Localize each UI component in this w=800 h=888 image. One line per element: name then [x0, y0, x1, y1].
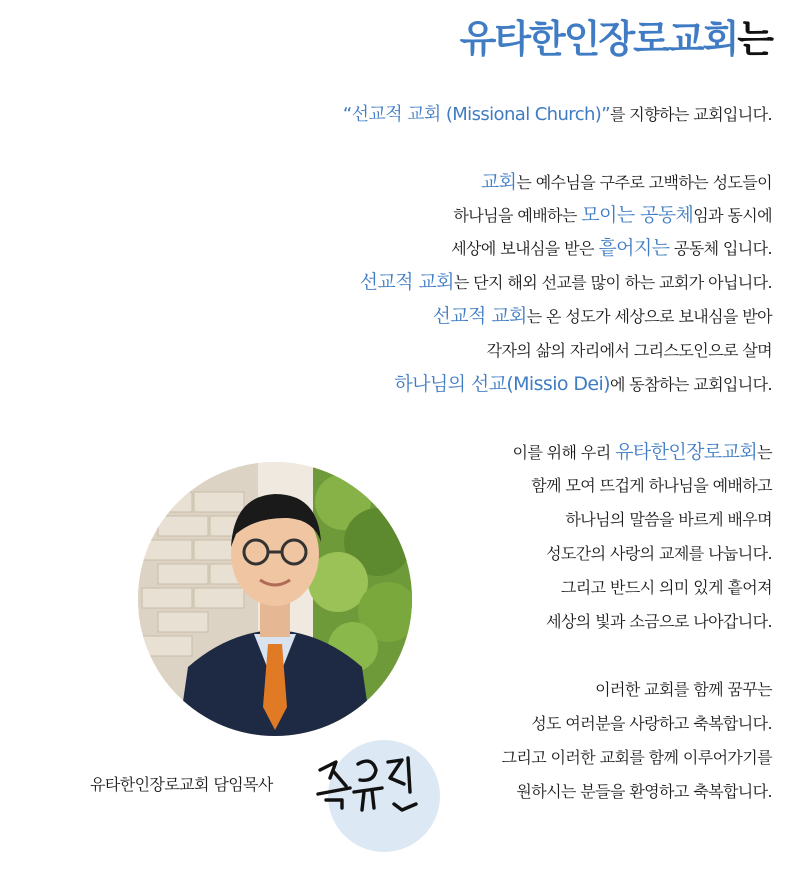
- p2-line-5: 그리고 반드시 의미 있게 흩어져: [560, 578, 772, 597]
- p2-line-4: 성도간의 사랑의 교제를 나눕니다.: [546, 544, 772, 563]
- p1-line-2: [453, 203, 772, 228]
- highlight-text: 선교적 교회: [432, 305, 527, 327]
- p2-line-3: 하나님의 말씀을 바르게 배우며: [565, 510, 772, 529]
- pastor-title: 유타한인장로교회 담임목사: [90, 775, 273, 794]
- line-text: 는: [757, 443, 772, 462]
- pastor-signature: [312, 748, 422, 832]
- line-text: 는 온 성도가 세상으로 보내심을 받아: [526, 307, 772, 326]
- page-title: [460, 14, 772, 64]
- p2-line-2: 함께 모여 뜨겁게 하나님을 예배하고: [531, 476, 772, 495]
- highlight-text: 유타한인장로교회: [615, 441, 758, 463]
- line-text: 는 예수님을 구주로 고백하는 성도들이: [516, 173, 772, 192]
- pastor-portrait-illustration: [138, 462, 412, 736]
- line-text: 에 동참하는 교회입니다.: [609, 375, 772, 394]
- p3-line-2: 성도 여러분을 사랑하고 축복합니다.: [531, 714, 772, 733]
- p2-line-6: 세상의 빛과 소금으로 나아갑니다.: [546, 612, 772, 631]
- p1-line-1: [481, 170, 772, 195]
- p3-line-4: 원하시는 분들을 환영하고 축복합니다.: [516, 782, 772, 801]
- highlight-text: 선교적 교회: [359, 271, 454, 293]
- highlight-text: 교회: [480, 171, 517, 193]
- line-text: 세상에 보내심을 받은: [451, 239, 599, 258]
- p1-line-6: 각자의 삶의 자리에서 그리스도인으로 살며: [486, 341, 772, 360]
- p1-line-4: [360, 270, 772, 295]
- line-text: 임과 동시에: [693, 206, 772, 225]
- p2-line-1: [512, 440, 772, 465]
- highlight-text: 모이는 공동체: [581, 204, 694, 226]
- highlight-text: 하나님의 선교(Missio Dei): [394, 373, 610, 395]
- highlight-text: 흩어지는: [598, 237, 670, 259]
- p1-line-3: [451, 236, 772, 261]
- intro-quote: “선교적 교회 (Missional Church)”: [342, 104, 610, 125]
- line-text: 이를 위해 우리: [512, 443, 616, 462]
- intro-line: [343, 103, 772, 127]
- p3-line-3: 그리고 이러한 교회를 함께 이루어가기를: [501, 748, 772, 767]
- line-text: 하나님을 예배하는: [453, 206, 582, 225]
- line-text: 공동체 입니다.: [669, 239, 772, 258]
- line-text: 는 단지 해외 선교를 많이 하는 교회가 아닙니다.: [453, 273, 772, 292]
- p1-line-7: [394, 372, 772, 397]
- pastor-photo: [138, 462, 412, 736]
- title-church-name: 유타한인장로교회: [459, 17, 738, 61]
- title-particle: 는: [737, 17, 772, 61]
- p1-line-5: [433, 304, 773, 329]
- p3-line-1: 이러한 교회를 함께 꿈꾸는: [595, 680, 772, 699]
- intro-rest: 를 지향하는 교회입니다.: [609, 105, 772, 124]
- signature-handwriting: [312, 748, 422, 828]
